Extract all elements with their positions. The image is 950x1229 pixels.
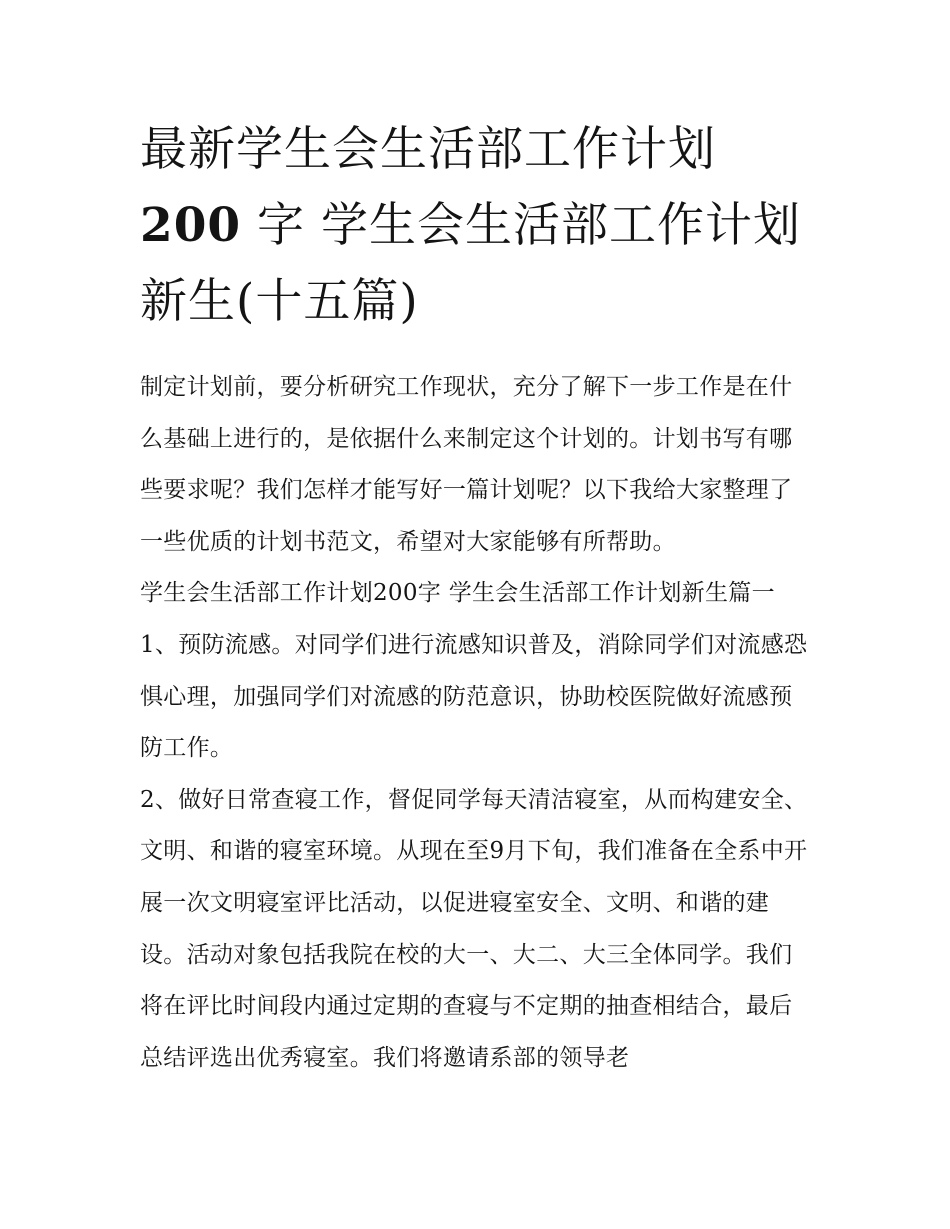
document-content (140, 112, 812, 1084)
section-heading: 学生会生活部工作计划200字 学生会生活部工作计划新生篇一 (140, 580, 775, 607)
document-title (140, 112, 812, 340)
document-body (140, 362, 812, 1084)
title-line-3: 新生(十五篇) (140, 274, 419, 329)
title-number: 200 (140, 198, 242, 253)
title-line-1: 最新学生会生活部工作计划 (140, 122, 716, 177)
list-item: 2、做好日常查寝工作，督促同学每天清洁寝室，从而构建安全、文明、和谐的寝室环境。从现在至9月下旬，我们准备在全系中开展一次文明寝室评比活动，以促进寝室安全、文明、和谐的建设。活动对象包括我院在校的大一、大二、大三全体同学。我们将在评比时间段内通过定期的查寝与不定期的抽查相结合，最后总结评选出优秀寝室。我们将邀请系部的领导老 (140, 786, 808, 1071)
list-item: 1、预防流感。对同学们进行流感知识普及，消除同学们对流感恐惧心理，加强同学们对流感的防范意识，协助校医院做好流感预防工作。 (140, 631, 808, 762)
title-line-2-text: 字 学生会生活部工作计划 (241, 198, 801, 253)
title-line-2 (140, 188, 812, 264)
intro-paragraph: 制定计划前，要分析研究工作现状，充分了解下一步工作是在什么基础上进行的，是依据什么来制定这个计划的。计划书写有哪些要求呢？我们怎样才能写好一篇计划呢？以下我给大家整理了一些优质的计划书范文，希望对大家能够有所帮助。 (140, 374, 793, 555)
